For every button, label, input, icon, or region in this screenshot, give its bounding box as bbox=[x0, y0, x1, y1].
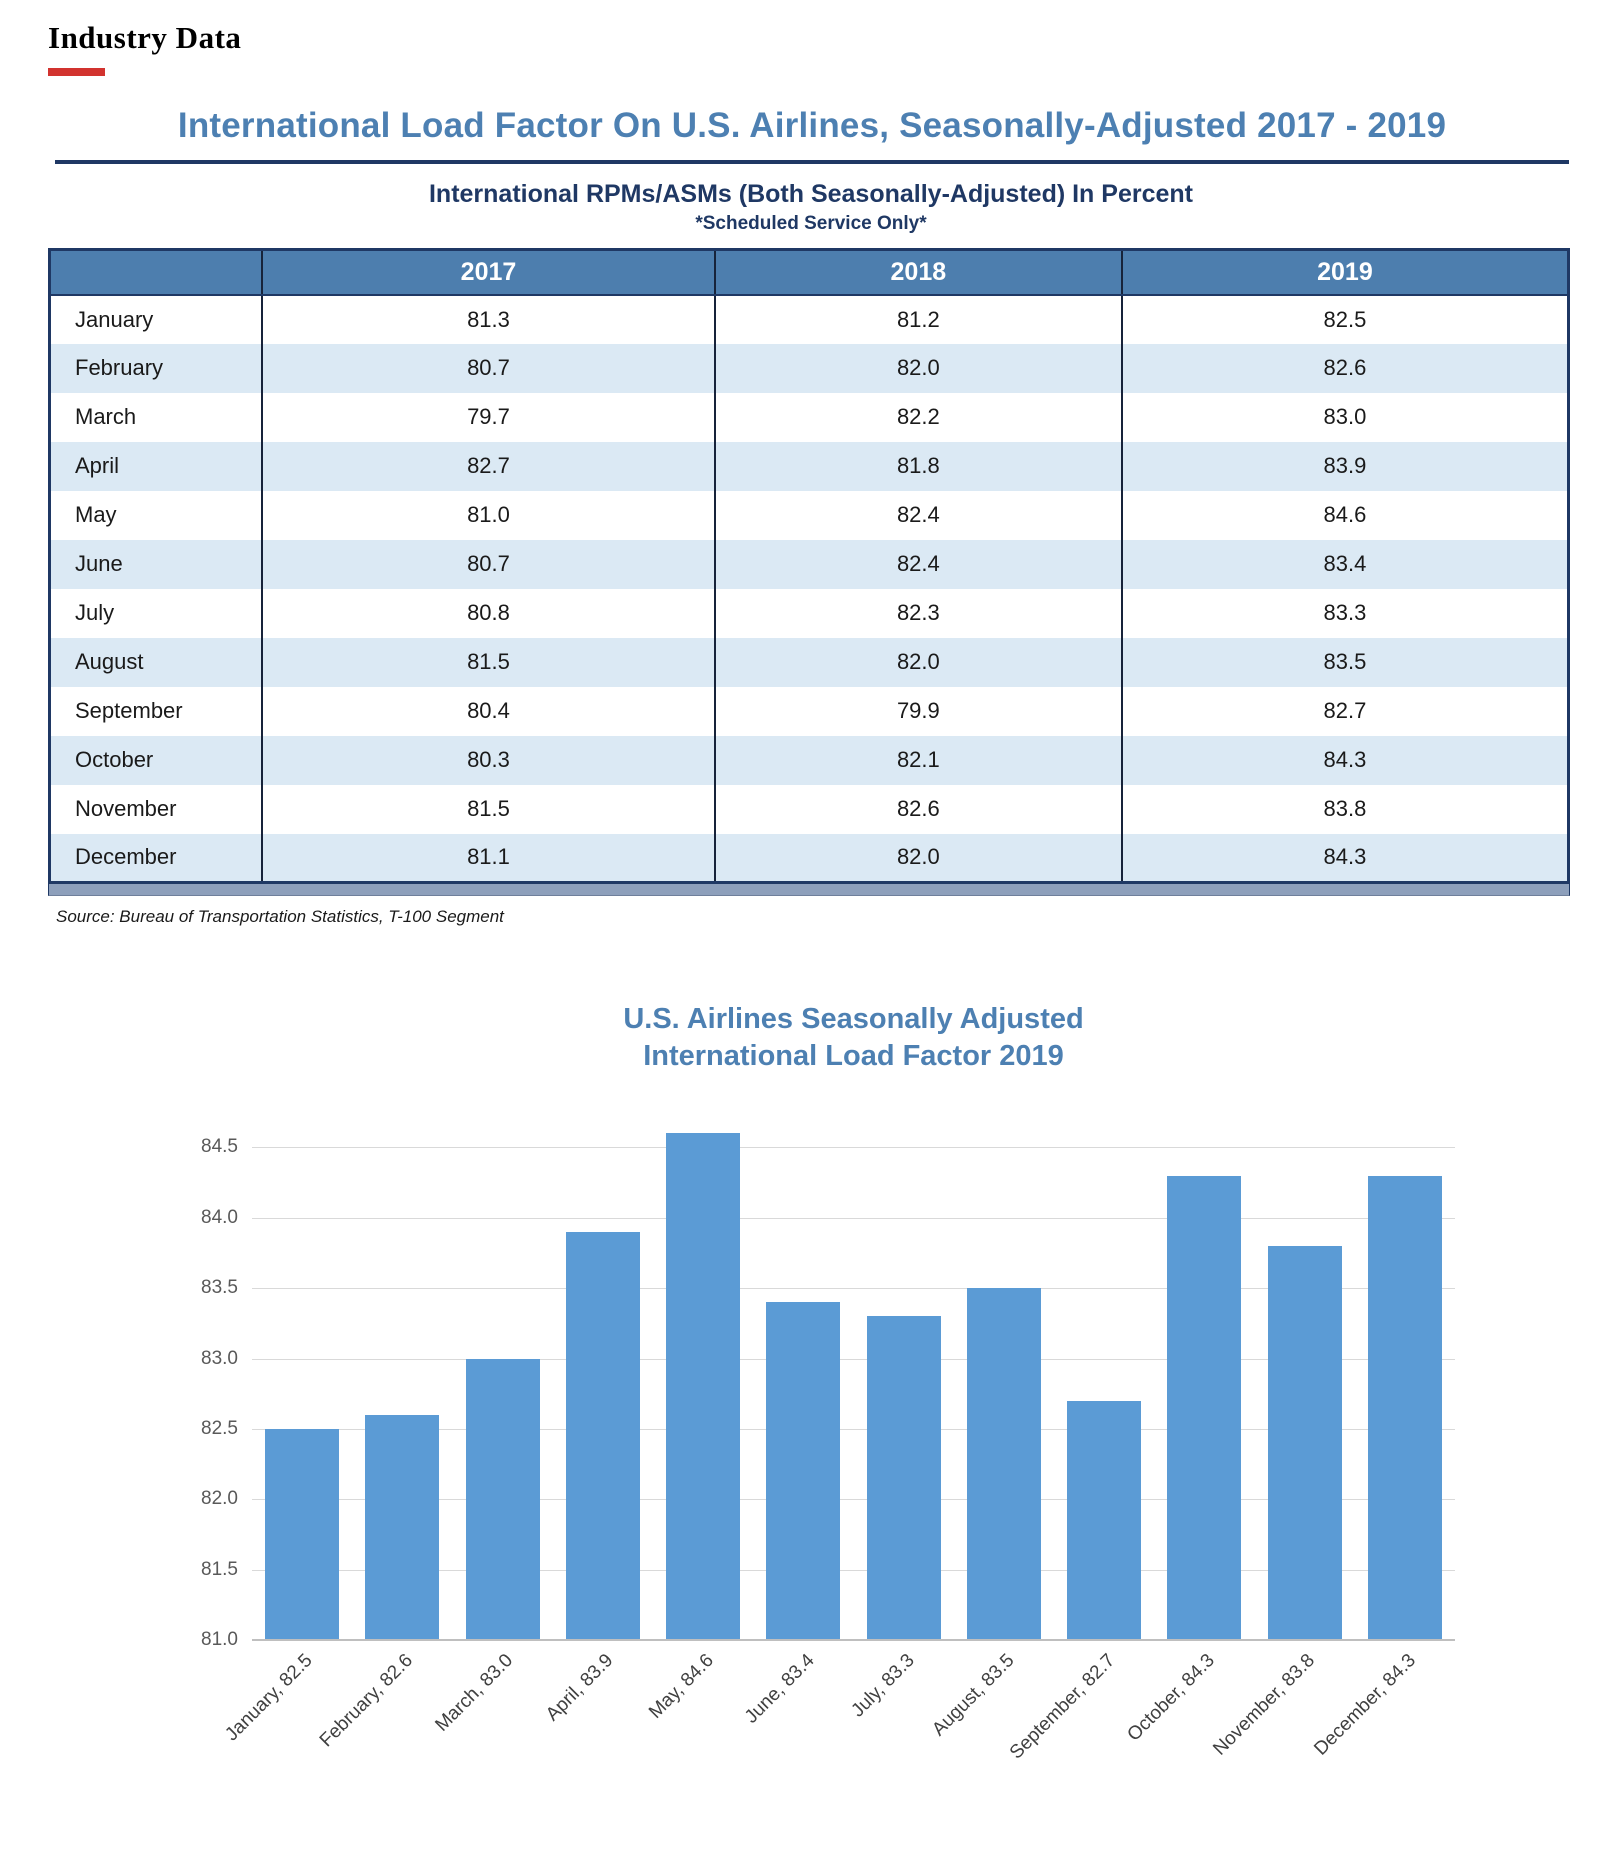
y-axis-tick-label: 83.0 bbox=[201, 1347, 238, 1369]
value-cell: 81.5 bbox=[262, 785, 715, 834]
value-cell: 82.6 bbox=[1122, 344, 1569, 393]
bar-slot bbox=[653, 1105, 753, 1640]
bar-january bbox=[265, 1429, 339, 1640]
month-cell: November bbox=[50, 785, 263, 834]
x-label-slot bbox=[740, 1640, 853, 1825]
bar-slot bbox=[1154, 1105, 1254, 1640]
column-header-2017: 2017 bbox=[262, 250, 715, 295]
bar-slot bbox=[1355, 1105, 1455, 1640]
table-row bbox=[50, 491, 1569, 540]
value-cell: 81.3 bbox=[262, 295, 715, 344]
y-axis-tick-label: 81.5 bbox=[201, 1558, 238, 1580]
value-cell: 82.7 bbox=[1323, 698, 1367, 723]
load-factor-table-wrap bbox=[48, 248, 1570, 884]
value-cell: 81.2 bbox=[715, 295, 1122, 344]
table-subtitle: *Scheduled Service Only* bbox=[695, 213, 927, 234]
value-cell: 82.2 bbox=[715, 393, 1122, 442]
table-row bbox=[50, 344, 1569, 393]
x-axis-tick-label: February, 82.6 bbox=[315, 1650, 418, 1752]
bar-september bbox=[1067, 1401, 1141, 1640]
bar-slot bbox=[553, 1105, 653, 1640]
value-cell: 84.3 bbox=[1122, 736, 1569, 785]
y-axis-tick-label: 84.5 bbox=[201, 1136, 238, 1158]
y-axis-tick-label: 81.0 bbox=[201, 1629, 238, 1651]
bar-slot bbox=[1054, 1105, 1154, 1640]
chart-title-line1: U.S. Airlines Seasonally Adjusted bbox=[623, 1003, 1084, 1035]
x-axis-tick-label: June, 83.4 bbox=[740, 1650, 819, 1728]
value-cell: 83.4 bbox=[1122, 540, 1569, 589]
table-row bbox=[50, 638, 1569, 687]
month-cell: September bbox=[50, 687, 263, 736]
load-factor-table bbox=[48, 248, 1570, 884]
value-cell: 82.1 bbox=[715, 736, 1122, 785]
x-axis-tick-label: August, 83.5 bbox=[928, 1650, 1019, 1741]
value-cell: 83.0 bbox=[1323, 404, 1367, 429]
column-header-month bbox=[50, 250, 263, 295]
value-cell: 82.0 bbox=[715, 344, 1122, 393]
value-cell: 80.7 bbox=[262, 344, 715, 393]
bar-november bbox=[1268, 1246, 1342, 1640]
chart-title bbox=[252, 1001, 1455, 1075]
x-axis-tick-label: March, 83.0 bbox=[431, 1650, 518, 1737]
value-cell: 80.7 bbox=[262, 540, 715, 589]
bar-slot bbox=[453, 1105, 553, 1640]
x-axis-tick-label: July, 83.3 bbox=[847, 1650, 919, 1722]
value-cell: 82.3 bbox=[715, 589, 1122, 638]
value-cell: 82.7 bbox=[262, 442, 715, 491]
bar-february bbox=[365, 1415, 439, 1640]
bar-slot bbox=[954, 1105, 1054, 1640]
bar-chart bbox=[0, 1105, 1622, 1825]
month-cell: February bbox=[50, 344, 263, 393]
month-cell: July bbox=[50, 589, 263, 638]
bar-march bbox=[466, 1359, 540, 1641]
title-block bbox=[55, 106, 1569, 164]
y-axis-tick-label: 84.0 bbox=[201, 1206, 238, 1228]
month-cell: April bbox=[50, 442, 263, 491]
table-row bbox=[50, 736, 1569, 785]
section-header bbox=[48, 20, 1622, 56]
source-note: Source: Bureau of Transportation Statistics, T-100 Segment bbox=[56, 907, 504, 926]
bar-august bbox=[967, 1288, 1041, 1640]
section-label: Industry Data bbox=[48, 20, 242, 55]
red-accent-rule bbox=[48, 68, 105, 76]
table-row bbox=[50, 295, 1569, 344]
month-cell: June bbox=[50, 540, 263, 589]
value-cell: 81.8 bbox=[715, 442, 1122, 491]
x-axis-tick-label: April, 83.9 bbox=[542, 1650, 618, 1726]
table-header-row bbox=[50, 250, 1569, 295]
value-cell: 82.4 bbox=[715, 540, 1122, 589]
value-cell: 81.5 bbox=[262, 638, 715, 687]
chart-bars bbox=[252, 1105, 1455, 1640]
bar-slot bbox=[753, 1105, 853, 1640]
table-title: International RPMs/ASMs (Both Seasonally-Adjusted) In Percent bbox=[428, 180, 1193, 208]
table-row bbox=[50, 589, 1569, 638]
table-row bbox=[50, 834, 1569, 883]
x-axis-tick-label: May, 84.6 bbox=[645, 1650, 718, 1724]
value-cell: 82.0 bbox=[715, 638, 1122, 687]
x-axis-tick-label: January, 82.5 bbox=[221, 1650, 317, 1746]
bar-october bbox=[1167, 1176, 1241, 1641]
y-axis-tick-label: 83.5 bbox=[201, 1277, 238, 1299]
bar-slot bbox=[854, 1105, 954, 1640]
table-row bbox=[50, 687, 1569, 736]
value-cell: 83.8 bbox=[1323, 796, 1367, 821]
value-cell: 80.3 bbox=[262, 736, 715, 785]
month-cell: May bbox=[50, 491, 263, 540]
x-axis-labels bbox=[221, 1640, 1455, 1825]
table-row bbox=[50, 540, 1569, 589]
value-cell: 80.4 bbox=[262, 687, 715, 736]
month-cell: October bbox=[50, 736, 263, 785]
x-label-slot bbox=[645, 1640, 753, 1825]
value-cell: 82.0 bbox=[715, 834, 1122, 883]
value-cell: 84.6 bbox=[1323, 502, 1367, 527]
value-cell: 79.9 bbox=[715, 687, 1122, 736]
x-axis-tick-label: November, 83.8 bbox=[1209, 1650, 1320, 1760]
value-cell: 81.0 bbox=[262, 491, 715, 540]
bar-slot bbox=[252, 1105, 352, 1640]
bar-april bbox=[566, 1232, 640, 1640]
x-axis-tick-label: September, 82.7 bbox=[1005, 1650, 1119, 1764]
x-label-slot bbox=[431, 1640, 553, 1825]
x-label-slot bbox=[1310, 1640, 1455, 1825]
table-row bbox=[50, 442, 1569, 491]
y-axis-tick-label: 82.0 bbox=[201, 1488, 238, 1510]
x-label-slot bbox=[315, 1640, 452, 1825]
value-cell: 80.8 bbox=[262, 589, 715, 638]
y-axis-tick-label: 82.5 bbox=[201, 1418, 238, 1440]
value-cell: 83.5 bbox=[1122, 638, 1569, 687]
month-cell: March bbox=[50, 393, 263, 442]
x-axis-tick-label: December, 84.3 bbox=[1310, 1650, 1420, 1760]
bar-july bbox=[867, 1316, 941, 1640]
value-cell: 83.9 bbox=[1122, 442, 1569, 491]
value-cell: 82.4 bbox=[715, 491, 1122, 540]
value-cell: 79.7 bbox=[262, 393, 715, 442]
value-cell: 83.3 bbox=[1323, 600, 1367, 625]
value-cell: 81.1 bbox=[262, 834, 715, 883]
month-cell: December bbox=[50, 834, 263, 883]
month-cell: January bbox=[50, 295, 263, 344]
bar-slot bbox=[1255, 1105, 1355, 1640]
page-title: International Load Factor On U.S. Airlines, Seasonally-Adjusted 2017 - 2019 bbox=[177, 106, 1447, 145]
table-bottom-strip bbox=[48, 884, 1570, 896]
chart-title-line2: International Load Factor 2019 bbox=[643, 1040, 1064, 1073]
bar-june bbox=[766, 1302, 840, 1640]
x-axis-tick-label: October, 84.3 bbox=[1123, 1650, 1220, 1746]
column-header-2018: 2018 bbox=[715, 250, 1122, 295]
table-row bbox=[50, 393, 1569, 442]
value-cell: 82.6 bbox=[715, 785, 1122, 834]
value-cell: 84.3 bbox=[1122, 834, 1569, 883]
value-cell: 82.5 bbox=[1323, 306, 1367, 332]
table-row bbox=[50, 785, 1569, 834]
bar-slot bbox=[352, 1105, 452, 1640]
bar-december bbox=[1368, 1176, 1442, 1641]
bar-may bbox=[666, 1133, 740, 1640]
chart-plot-area bbox=[201, 1105, 1455, 1651]
table-body bbox=[50, 295, 1569, 883]
month-cell: August bbox=[50, 638, 263, 687]
x-label-slot bbox=[542, 1640, 653, 1825]
column-header-2019: 2019 bbox=[1122, 250, 1569, 295]
